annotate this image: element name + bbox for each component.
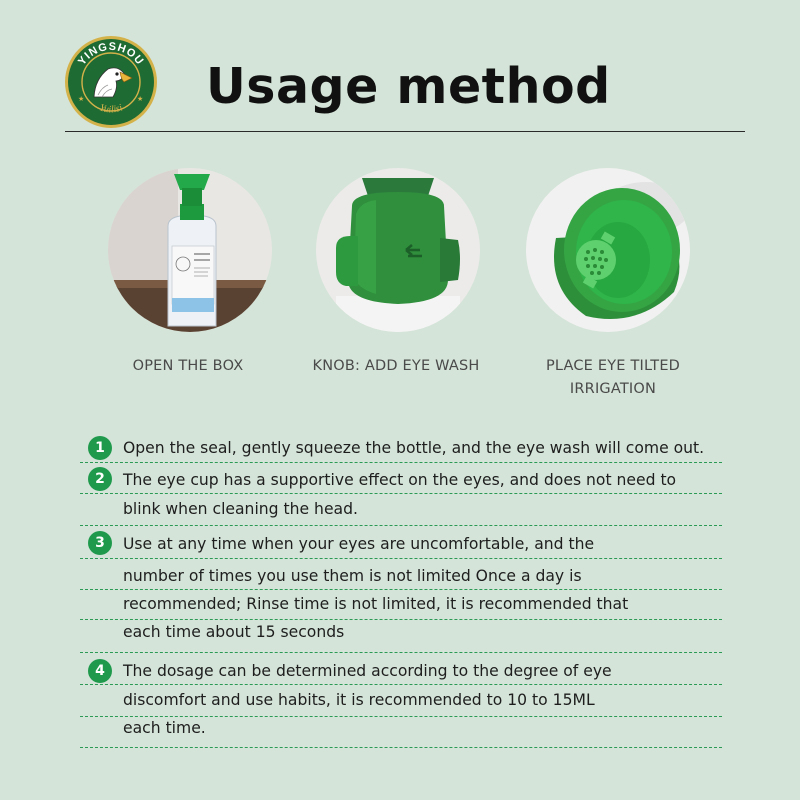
step-number-badge: 3 <box>88 531 112 555</box>
step-number-badge: 2 <box>88 467 112 491</box>
step-image-open-box <box>108 168 272 332</box>
brand-logo <box>64 35 158 129</box>
dashed-divider <box>80 652 722 653</box>
dashed-divider <box>80 558 722 559</box>
dashed-divider <box>80 747 722 748</box>
step-number-badge: 4 <box>88 659 112 683</box>
step-image-eye-cup <box>526 168 690 332</box>
title-divider <box>65 131 745 132</box>
step-image-knob <box>316 168 480 332</box>
green-eye-cup-image <box>526 168 690 332</box>
step-caption-knob: KNOB: ADD EYE WASH <box>312 358 480 374</box>
instruction-4-line-1: The dosage can be determined according to the degree of eye <box>123 662 612 680</box>
step-caption-open-box: OPEN THE BOX <box>132 358 244 374</box>
instruction-4-line-2: discomfort and use habits, it is recommended to 10 to 15ML <box>123 691 595 709</box>
instruction-3-line-2: number of times you use them is not limited Once a day is <box>123 567 582 585</box>
eagle-logo-icon <box>64 35 158 129</box>
brand-name: YINGSHOU <box>75 40 146 68</box>
page-title: Usage method <box>206 58 611 115</box>
green-cap-knob-image <box>316 168 480 332</box>
instruction-3-line-3: recommended; Rinse time is not limited, it is recommended that <box>123 595 629 613</box>
dashed-divider <box>80 684 722 685</box>
dashed-divider <box>80 716 722 717</box>
step-number-badge: 1 <box>88 436 112 460</box>
dashed-divider <box>80 493 722 494</box>
dashed-divider <box>80 525 722 526</box>
step-caption-eye-cup: PLACE EYE TILTED IRRIGATION <box>545 358 681 397</box>
dashed-divider <box>80 589 722 590</box>
instruction-3-line-4: each time about 15 seconds <box>123 623 345 641</box>
instruction-3-line-1: Use at any time when your eyes are uncomfortable, and the <box>123 535 595 553</box>
svg-text:★: ★ <box>78 95 85 103</box>
brand-script: Yuilisi <box>97 102 125 116</box>
instruction-1-line-1: Open the seal, gently squeeze the bottle, and the eye wash will come out. <box>123 439 705 457</box>
instruction-4-line-3: each time. <box>123 719 206 737</box>
dashed-divider <box>80 462 722 463</box>
instruction-2-line-1: The eye cup has a supportive effect on the eyes, and does not need to <box>123 471 677 489</box>
svg-text:★: ★ <box>137 95 144 103</box>
eye-wash-bottle-image <box>108 168 272 332</box>
dashed-divider <box>80 619 722 620</box>
instruction-2-line-2: blink when cleaning the head. <box>123 500 358 518</box>
